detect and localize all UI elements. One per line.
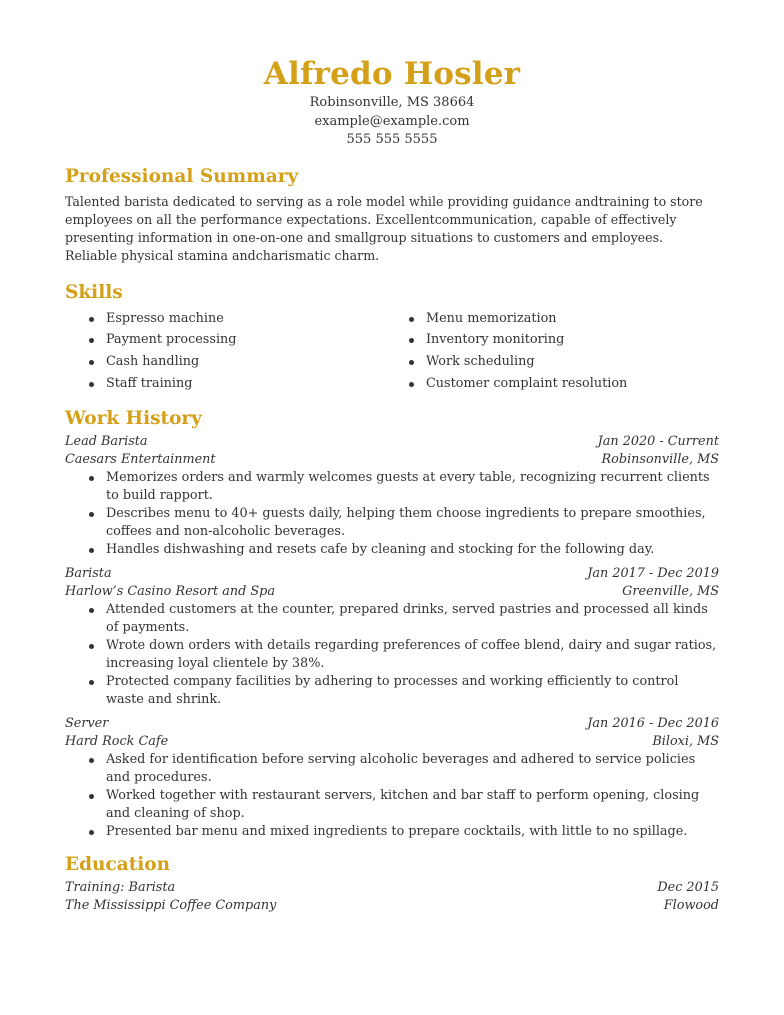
job-dates: Jan 2017 - Dec 2019 <box>587 566 719 582</box>
job-bullet: Presented bar menu and mixed ingredients to prepare cocktails, with little to no spillage. <box>65 823 719 841</box>
work-title: Work History <box>65 408 202 430</box>
skill-item: Customer complaint resolution <box>385 373 627 395</box>
skills-title: Skills <box>65 281 123 303</box>
skill-item: Staff training <box>65 373 385 395</box>
job-bullet: Describes menu to 40+ guests daily, helping them choose ingredients to prepare smoothies, coffees and non-alcoholic beverages. <box>65 505 719 541</box>
skill-item: Cash handling <box>65 351 385 373</box>
education-program-name: Barista <box>128 880 176 896</box>
summary-title: Professional Summary <box>65 165 299 187</box>
job-bullet: Asked for identification before serving alcoholic beverages and adhered to service policies and procedures. <box>65 751 719 787</box>
education-program: Training: Barista <box>65 880 176 896</box>
job-bullet: Worked together with restaurant servers, kitchen and bar staff to perform opening, closing and cleaning of shop. <box>65 787 719 823</box>
skills-list <box>65 308 719 395</box>
job-location: Robinsonville, MS <box>601 452 719 468</box>
contact-phone: 555 555 5555 <box>346 132 438 147</box>
skill-item: Inventory monitoring <box>385 329 627 351</box>
job-bullets <box>65 751 719 841</box>
job-entry <box>65 715 719 841</box>
education-date: Dec 2015 <box>657 880 719 896</box>
summary-text: Talented barista dedicated to serving as a role model while providing guidance andtraining to store employees on all the performance expectations. Excellentcommunication, capable of effectively presenting information in one-on-one and smallgroup situations to customers and employees. Reliable physical stamina andcharismatic charm. <box>65 193 703 263</box>
job-company: Harlow’s Casino Resort and Spa <box>65 584 275 600</box>
contact-block <box>65 94 719 150</box>
job-bullets <box>65 469 719 559</box>
skills-section <box>65 281 719 395</box>
job-entry <box>65 565 719 709</box>
job-role: Barista <box>65 566 112 582</box>
job-bullet: Protected company facilities by adhering to processes and working efficiently to control waste and shrink. <box>65 673 719 709</box>
job-bullet: Memorizes orders and warmly welcomes guests at every table, recognizing recurrent clients to build rapport. <box>65 469 719 505</box>
skill-item: Espresso machine <box>65 308 385 330</box>
skill-item: Menu memorization <box>385 308 627 330</box>
job-entry <box>65 433 719 559</box>
job-bullets <box>65 601 719 709</box>
job-dates: Jan 2020 - Current <box>597 434 719 450</box>
job-bullet: Wrote down orders with details regarding preferences of coffee blend, dairy and sugar ratios, increasing loyal clientele by 38%. <box>65 637 719 673</box>
job-role: Server <box>65 716 109 732</box>
job-role: Lead Barista <box>65 434 148 450</box>
work-section <box>65 407 719 841</box>
job-location: Greenville, MS <box>622 584 719 600</box>
skills-column-left <box>65 308 385 395</box>
candidate-name: Alfredo Hosler <box>263 56 521 92</box>
job-dates: Jan 2016 - Dec 2016 <box>587 716 719 732</box>
contact-address: Robinsonville, MS 38664 <box>309 95 475 110</box>
job-bullet: Attended customers at the counter, prepared drinks, served pastries and processed all kinds of payments. <box>65 601 719 637</box>
job-bullet: Handles dishwashing and resets cafe by cleaning and stocking for the following day. <box>65 541 719 559</box>
summary-section <box>65 165 719 265</box>
job-location: Biloxi, MS <box>652 734 719 750</box>
education-title: Education <box>65 854 171 876</box>
skill-item: Payment processing <box>65 329 385 351</box>
education-program-prefix: Training <box>65 880 121 896</box>
education-section <box>65 853 719 915</box>
skill-item: Work scheduling <box>385 351 627 373</box>
job-company: Hard Rock Cafe <box>65 734 169 750</box>
contact-email: example@example.com <box>314 113 470 129</box>
education-school: The Mississippi Coffee Company <box>65 898 277 914</box>
job-company: Caesars Entertainment <box>65 452 216 468</box>
skills-column-right <box>385 308 627 395</box>
education-location: Flowood <box>663 898 719 914</box>
